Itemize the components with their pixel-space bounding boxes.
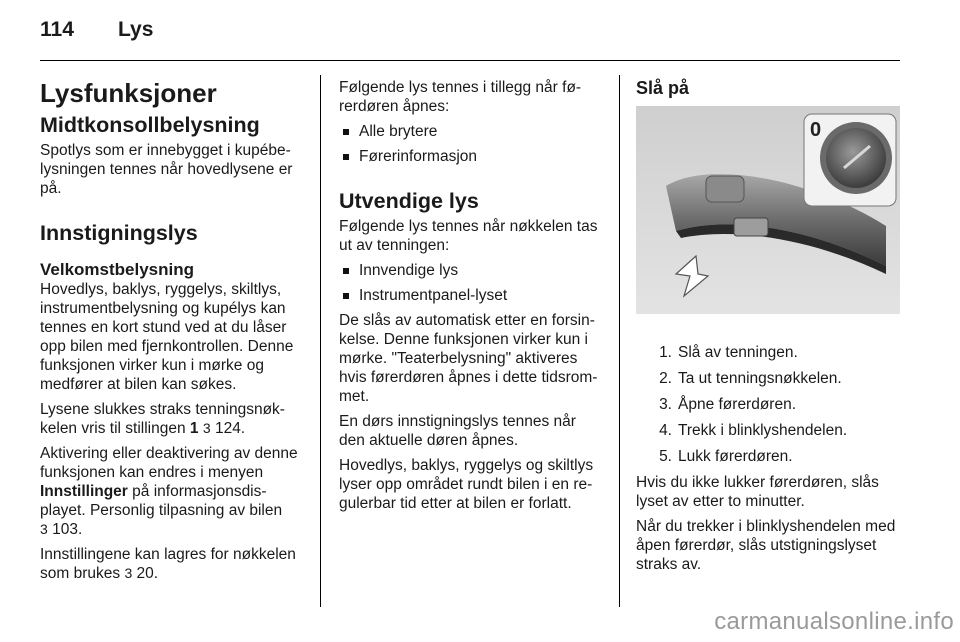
paragraph: En dørs innstigningslys tennes når den aktuelle døren åpnes. [339,413,576,449]
column-3 [636,78,902,580]
list-item: 4. Trekk i blinklyshendelen. [659,422,848,439]
list-item: Innvendige lys [339,261,605,280]
page-link[interactable]: 124. [210,420,246,437]
paragraph: Hovedlys, baklys, ryggelys, skiltlys, instrumentbelysning og kupélys kan tennes en kort stund ved at du låser opp bilen med fjernkontrollen. Denne funksjonen virker kun i mørke og medfører at bilen kan søkes. [40,281,294,393]
bullet-icon [343,129,349,135]
list-item: 5. Lukk førerdøren. [659,448,793,465]
paragraph: Lysene slukkes straks tenningsnøkkelen vris til stillingen 1 3 124. [40,401,285,437]
section-heading-innstigning: Innstigningslys [40,221,198,245]
bullet-icon [343,154,349,160]
paragraph: Spotlys som er innebygget i kupébelysningen tennes når hovedlysene er på. [40,142,293,197]
page-ref-arrow-icon: 3 [202,420,211,436]
list-item: 3. Åpne førerdøren. [659,396,797,413]
list-item: Instrumentpanel-lyset [339,286,605,305]
list-item: 2. Ta ut tenningsnøkkelen. [659,370,842,387]
page-ref-arrow-icon: 3 [40,521,48,537]
list-item: 1. Slå av tenningen. [659,344,798,361]
bullet-icon [343,268,349,274]
section-heading-midtkonsoll: Midtkonsollbelysning [40,113,260,137]
column-1 [40,78,306,589]
page-header [40,18,153,42]
column-2 [339,78,605,519]
paragraph: Innstillingene kan lagres for nøkkelen som brukes 3 20. [40,546,296,582]
turn-signal-lever-illustration [636,106,900,314]
page-ref-arrow-icon: 3 [124,565,133,581]
paragraph: Følgende lys tennes i tillegg når førerdøren åpnes: [339,79,582,115]
paragraph: Hvis du ikke lukker førerdøren, slås lyset av etter to minutter. [636,474,879,510]
sub-heading-velkomst: Velkomstbelysning [40,260,194,279]
column-divider-2 [619,75,620,607]
list-item: Alle brytere [339,122,605,141]
page-title: Lysfunksjoner [40,78,217,108]
paragraph: Følgende lys tennes når nøkkelen tas ut av tenningen: [339,218,598,254]
paragraph: De slås av automatisk etter en forsinkelse. Denne funksjonen virker kun i mørke. "Teaterbelysning" aktiveres hvis førerdøren åpnes i dette tidsrommet. [339,312,598,405]
list-item: Førerinformasjon [339,147,605,166]
paragraph: Aktivering eller deaktivering av denne funksjonen kan endres i menyen Innstillinger på informasjonsdisplayet. Personlig tilpasning av bilen 3 103. [40,445,298,538]
header-rule [40,60,900,61]
section-heading-sla-pa: Slå på [636,78,690,98]
key-position-label: 0 [810,119,822,141]
page-number: 114 [40,18,74,41]
ignition-inset [804,114,896,206]
chapter-title: Lys [118,18,154,41]
column-divider-1 [320,75,321,607]
page-link[interactable]: 20. [132,565,159,582]
section-heading-utvendige: Utvendige lys [339,189,479,213]
paragraph: Hovedlys, baklys, ryggelys og skiltlys lyser opp området rundt bilen i en regulerbar tid etter at bilen er forlatt. [339,457,594,512]
bullet-icon [343,293,349,299]
page-link[interactable]: 103. [47,521,83,538]
paragraph: Når du trekker i blinklyshendelen med åpen førerdør, slås utstigningslyset straks av. [636,518,896,573]
watermark: carmanualsonline.info [714,608,954,635]
